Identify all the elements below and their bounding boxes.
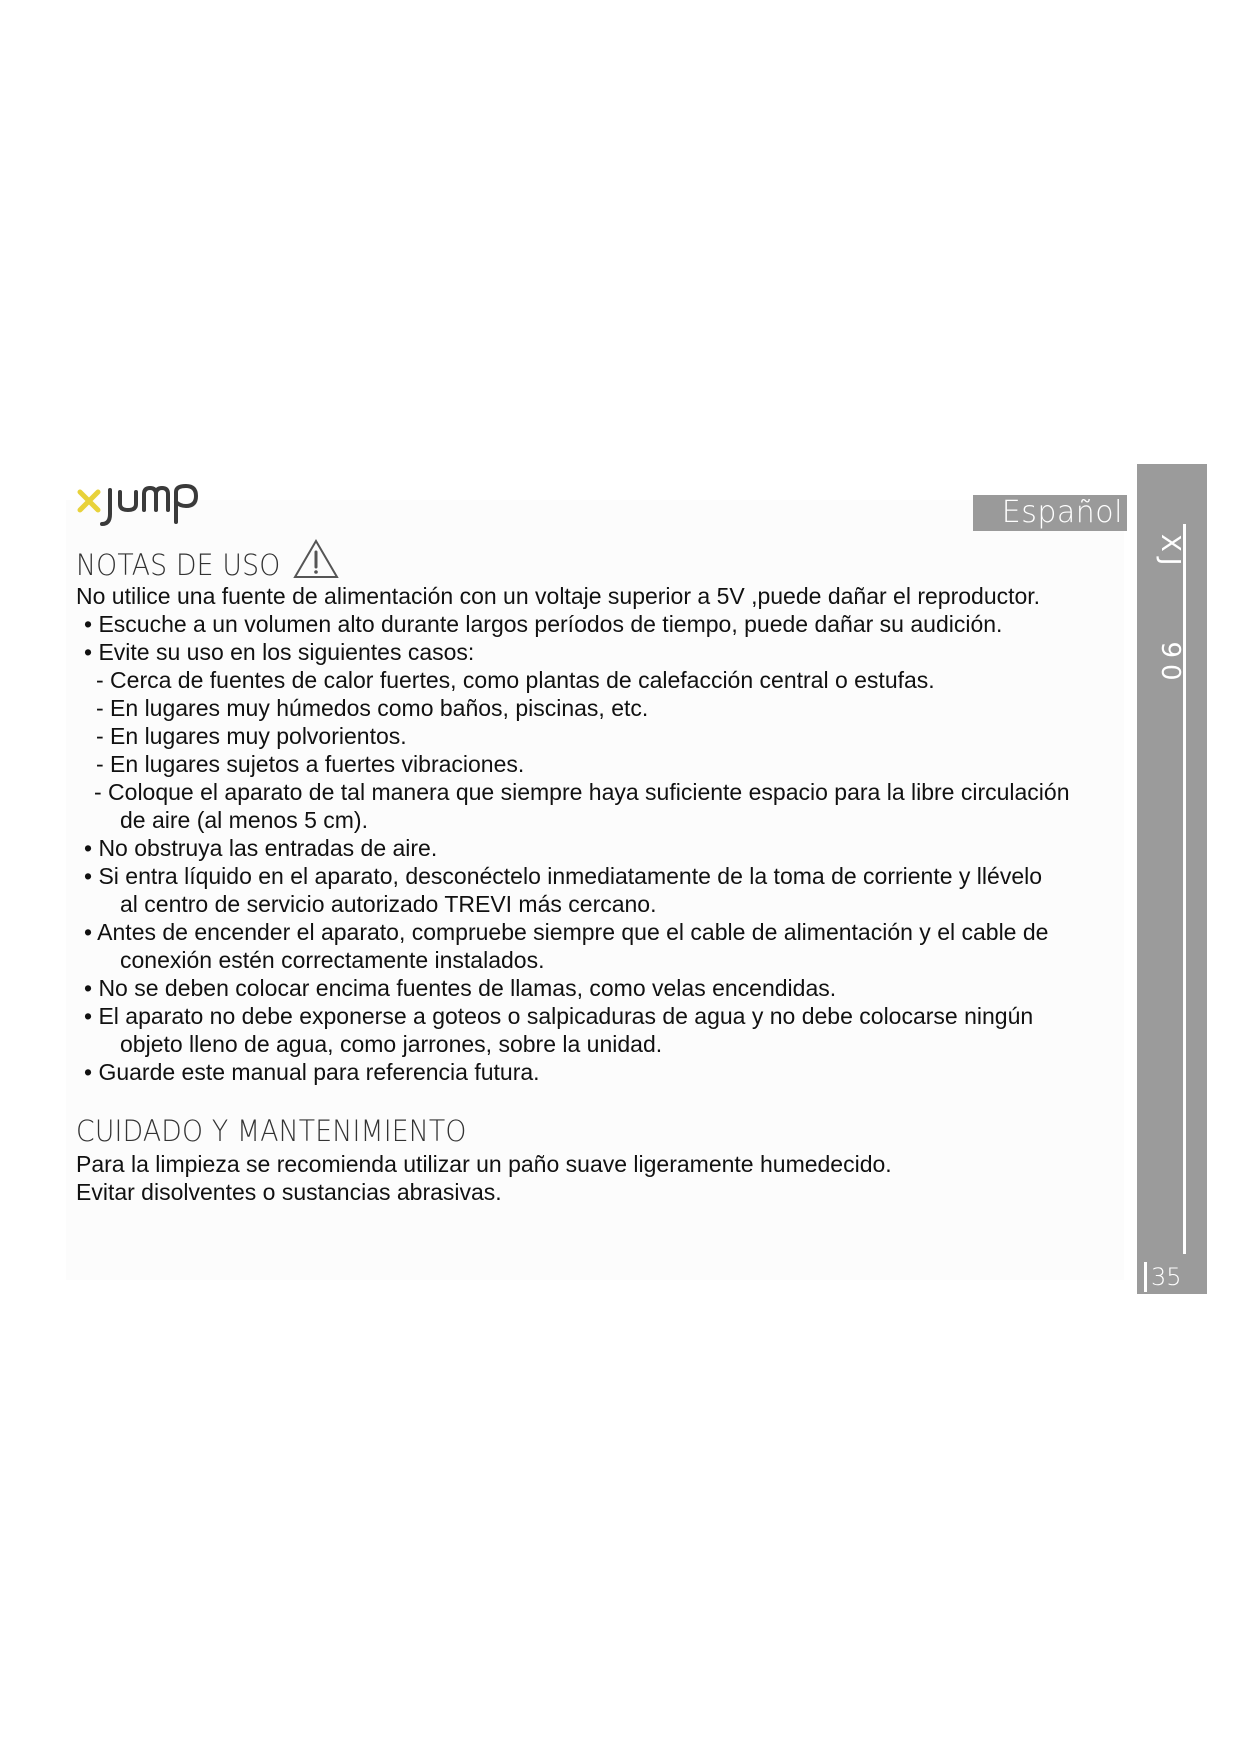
- usage-line: • No se deben colocar encima fuentes de llamas, como velas encendidas.: [84, 975, 837, 1001]
- usage-line: objeto lleno de agua, como jarrones, sobre la unidad.: [120, 1031, 663, 1057]
- usage-line: • Evite su uso en los siguientes casos:: [84, 639, 475, 665]
- usage-line: • Si entra líquido en el aparato, desconéctelo inmediatamente de la toma de corriente y llévelo: [84, 863, 1043, 889]
- usage-line: • No obstruya las entradas de aire.: [84, 835, 438, 861]
- usage-line: No utilice una fuente de alimentación con un voltaje superior a 5V ,puede dañar el reproductor.: [76, 583, 1041, 609]
- sidebar: [1137, 464, 1207, 1294]
- care-line: Para la limpieza se recomienda utilizar un paño suave ligeramente humedecido.: [76, 1151, 892, 1177]
- usage-line: • Escuche a un volumen alto durante largos períodos de tiempo, puede dañar su audición.: [84, 611, 1003, 637]
- usage-line: de aire (al menos 5 cm).: [120, 807, 368, 833]
- model-letters: XJ: [1155, 534, 1185, 572]
- model-number: 90: [1155, 641, 1185, 687]
- language-tab: Español: [973, 495, 1127, 531]
- usage-line: - En lugares sujetos a fuertes vibraciones.: [96, 751, 525, 777]
- care-line: Evitar disolventes o sustancias abrasivas.: [76, 1179, 502, 1205]
- usage-line: - En lugares muy húmedos como baños, piscinas, etc.: [96, 695, 649, 721]
- section-title-usage-notes: NOTAS DE USO: [76, 548, 281, 582]
- usage-line: conexión estén correctamente instalados.: [120, 947, 545, 973]
- usage-line: • Guarde este manual para referencia futura.: [84, 1059, 540, 1085]
- model-label: [1155, 534, 1185, 687]
- usage-line: al centro de servicio autorizado TREVI más cercano.: [120, 891, 657, 917]
- usage-line: - En lugares muy polvorientos.: [96, 723, 407, 749]
- usage-line: - Coloque el aparato de tal manera que siempre haya suficiente espacio para la libre circulación: [94, 779, 1070, 805]
- xjump-logo: [76, 470, 216, 530]
- usage-line: • El aparato no debe exponerse a goteos o salpicaduras de agua y no debe colocarse ningún: [84, 1003, 1034, 1029]
- warning-icon: [292, 538, 340, 580]
- usage-line: - Cerca de fuentes de calor fuertes, como plantas de calefacción central o estufas.: [96, 667, 935, 693]
- page-number: 35: [1144, 1262, 1182, 1292]
- usage-notes-body: [76, 582, 1116, 1085]
- care-maintenance-body: [76, 1150, 1116, 1210]
- usage-line: • Antes de encender el aparato, compruebe siempre que el cable de alimentación y el cable de: [84, 919, 1049, 945]
- section-title-care-maintenance: CUIDADO Y MANTENIMIENTO: [76, 1114, 467, 1148]
